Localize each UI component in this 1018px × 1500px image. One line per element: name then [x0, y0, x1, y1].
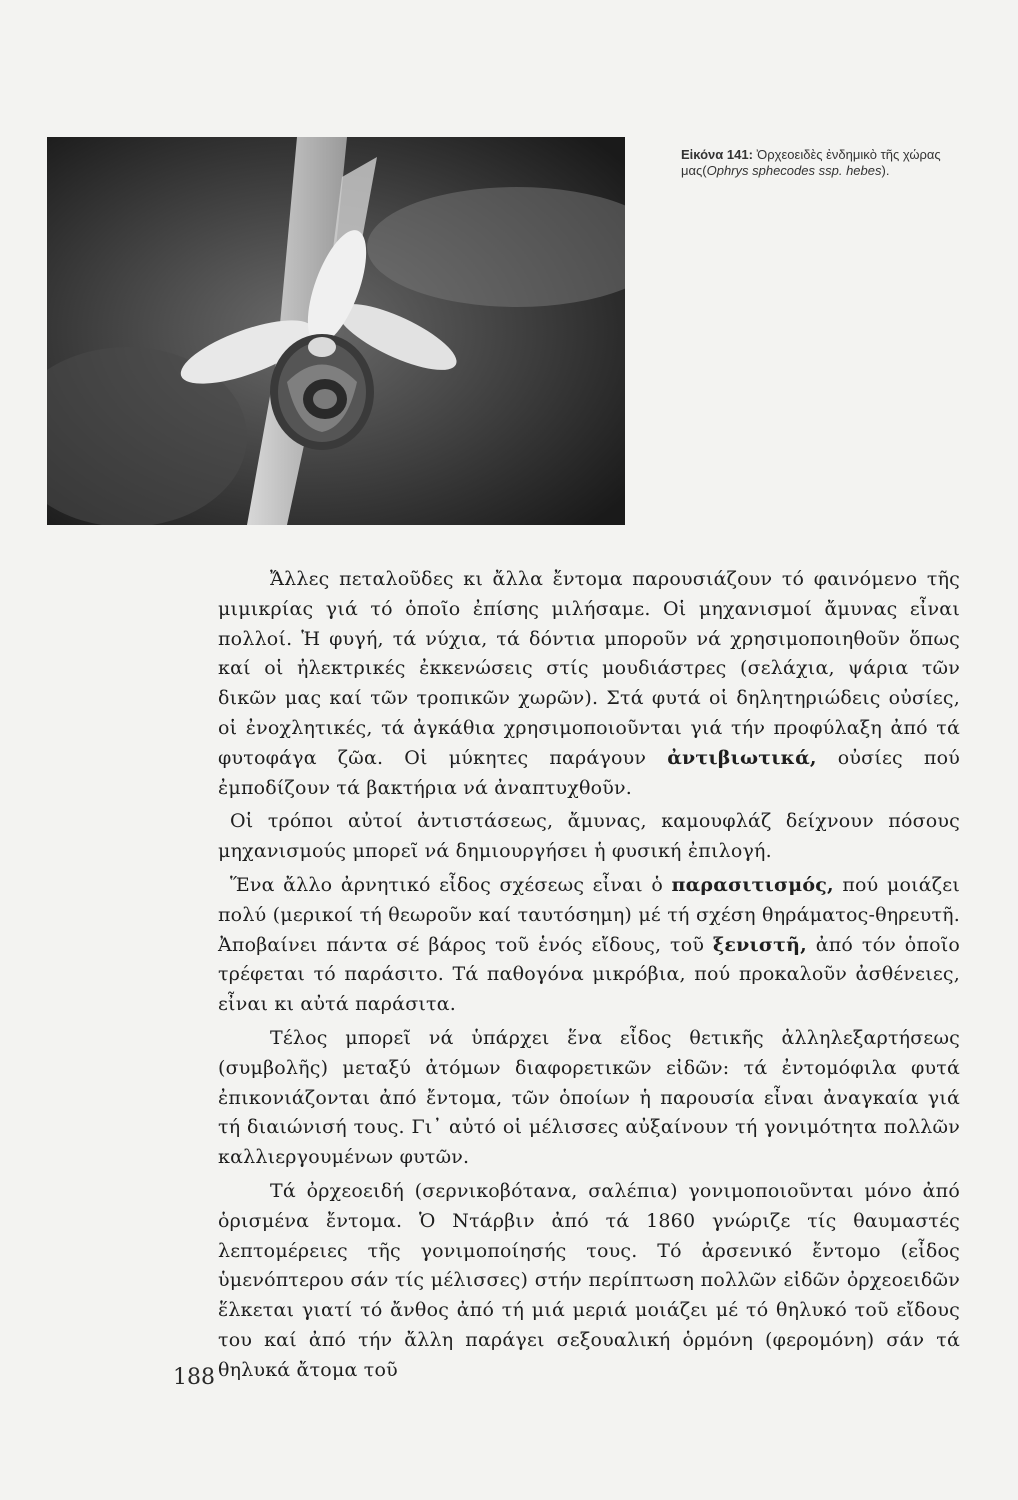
paragraph-1	[218, 565, 960, 803]
p5-text: Τά ὀρχεοειδή (σερνικοβότανα, σαλέπια) γονιμοποιοῦνται μόνο ἀπό ὁρισμένα ἔντομα. Ὁ Ντάρβιν ἀπό τά 1860 γνώριζε τίς θαυμαστές λεπτομέρειες τῆς γονιμοποίησής τους. Τό ἀρσενικό ἔντομο (εἶδος ὑμενόπτερου σάν τίς μέλισσες) στήν περίπτωση πολλῶν εἰδῶν ὀρχεοειδῶν ἕλκεται γιατί τό ἄνθος ἀπό τή μιά μεριά μοιάζει μέ τό θηλυκό τοῦ εἴδους του καί ἀπό τήν ἄλλη παράγει σεξουαλική ὁρμόνη (φερομόνη) σάν τά θηλυκά ἄτομα τοῦ	[218, 1179, 960, 1381]
orchid-photo	[47, 137, 625, 525]
paragraph-4	[218, 1024, 960, 1173]
p3-text-b: πού μοιάζει πολύ (μερικοί τή θεωροῦν καί ταυτόσημη) μέ τή σχέση θηράματος-θηρευτῆ. Ἀποβαίνει πάντα σέ βάρος τοῦ ἑνός εἴδους, τοῦ	[218, 873, 960, 956]
paragraph-3	[218, 871, 960, 1020]
caption-text: Ὀρχεοειδὲς ἐνδημικὸ τῆς χώρας μας(	[681, 147, 941, 178]
p3-text-c: ἀπό τόν ὁποῖο τρέφεται τό παράσιτο. Τά παθογόνα μικρόβια, πού προκαλοῦν ἀσθένειες, εἶναι κι αὐτά παράσιτα.	[218, 933, 960, 1016]
caption-label: Εἰκόνα 141:	[681, 147, 753, 162]
figure-caption	[681, 147, 941, 179]
p3-text-a: Ἕνα ἄλλο ἀρνητικό εἶδος σχέσεως εἶναι ὁ	[230, 873, 672, 896]
page-number: 188	[173, 1365, 215, 1390]
orchid-illustration	[47, 137, 625, 525]
p1-text-b: οὐσίες πού ἐμποδίζουν τά βακτήρια νά ἀναπτυχθοῦν.	[218, 746, 960, 799]
p2-text: Οἱ τρόποι αὐτοί ἀντιστάσεως, ἄμυνας, καμουφλάζ δείχνουν πόσους μηχανισμούς μπορεῖ νά δημιουργήσει ἡ φυσική ἐπιλογή.	[218, 810, 960, 863]
p1-text-a: Ἄλλες πεταλοῦδες κι ἄλλα ἔντομα παρουσιάζουν τό φαινόμενο τῆς μιμικρίας γιά τό ὁποῖο ἐπίσης μιλήσαμε. Οἱ μηχανισμοί ἄμυνας εἶναι πολλοί. Ἡ φυγή, τά νύχια, τά δόντια μποροῦν νά χρησιμοποιηθοῦν ὅπως καί οἱ ἠλεκτρικές ἐκκενώσεις στίς μουδιάστρες (σελάχια, ψάρια τῶν δικῶν μας καί τῶν τροπικῶν χωρῶν). Στά φυτά οἱ δηλητηριώδεις οὐσίες, οἱ ἐνοχλητικές, τά ἀγκάθια χρησιμοποιοῦνται γιά τήν προφύλαξη ἀπό τά φυτοφάγα ζῶα. Οἱ μύκητες παράγουν	[218, 568, 960, 769]
term-host: ξενιστῆ,	[712, 933, 807, 956]
body-text	[218, 565, 960, 1390]
caption-scientific-name: Ophrys sphecodes ssp. hebes	[706, 163, 882, 178]
term-antibiotics: ἀντιβιωτικά,	[667, 746, 817, 769]
p4-text: Τέλος μπορεῖ νά ὑπάρχει ἕνα εἶδος θετικῆς ἀλληλεξαρτήσεως (συμβολῆς) μεταξύ ἀτόμων διαφορετικῶν εἰδῶν: τά ἐντομόφιλα φυτά ἐπικονιάζονται ἀπό ἔντομα, τῶν ὁποίων ἡ παρουσία εἶναι ἀναγκαία γιά τή διαιώνισή τους. Γι᾿ αὐτό οἱ μέλισσες αὐξαίνουν τή γονιμότητα πολλῶν καλλιεργουμένων φυτῶν.	[218, 1026, 960, 1169]
term-parasitism: παρασιτισμός,	[671, 873, 834, 896]
paragraph-2	[218, 807, 960, 867]
caption-end: ).	[881, 163, 890, 178]
paragraph-5	[218, 1177, 960, 1386]
